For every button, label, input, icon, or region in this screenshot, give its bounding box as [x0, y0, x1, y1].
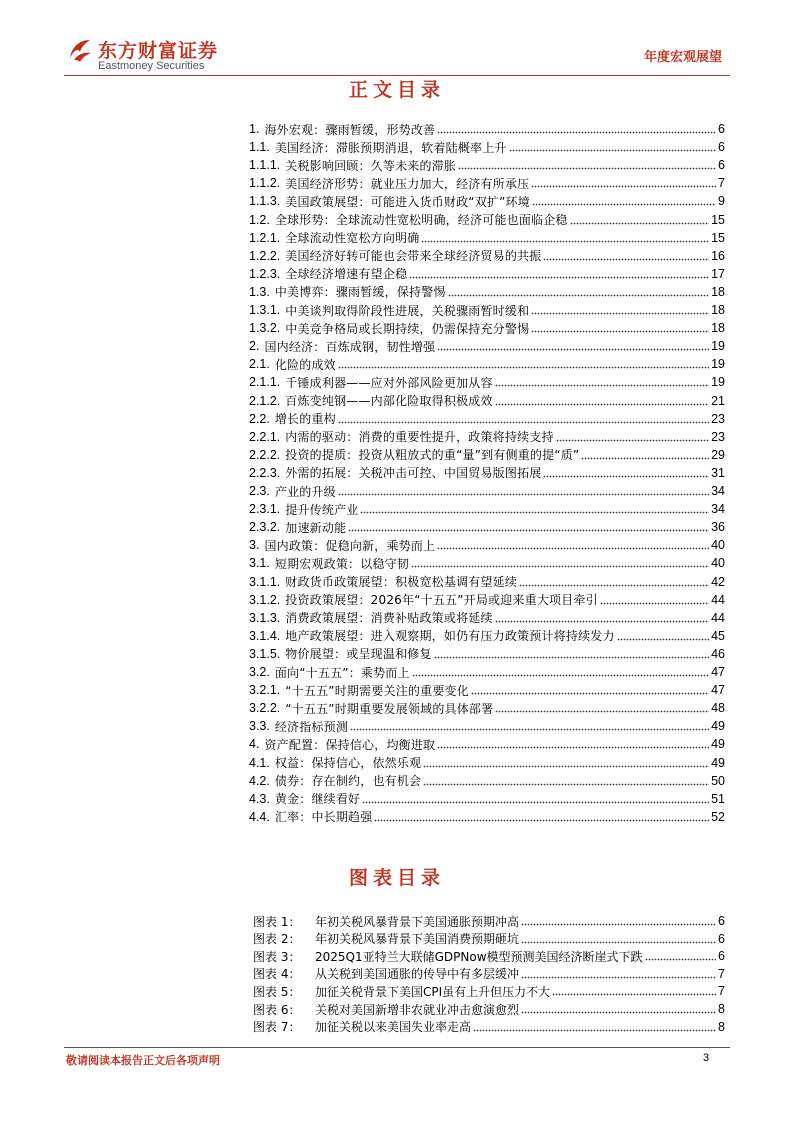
- toc-entry-title: 海外宏观：骤雨暂缓，形势改善: [264, 122, 436, 137]
- dot-leader: [362, 794, 709, 804]
- toc-entry-page: 45: [711, 628, 725, 643]
- toc-entry-number: 1.3.2.: [249, 321, 281, 336]
- dot-leader: [338, 414, 709, 424]
- figure-entry-label: 图表 3：: [253, 949, 301, 964]
- toc-entry[interactable]: [249, 138, 725, 156]
- figure-entry[interactable]: [253, 982, 725, 1000]
- figure-entry-label: 图表 7：: [253, 1020, 301, 1035]
- toc-entry-page: 51: [711, 791, 725, 806]
- dot-leader: [434, 649, 709, 659]
- toc-entry-title: 地产政策展望：进入观察期，如仍有压力政策预计将持续发力: [285, 629, 615, 644]
- report-type: 年度宏观展望: [643, 50, 722, 65]
- dot-leader: [509, 142, 716, 152]
- figure-entry[interactable]: [253, 1000, 725, 1018]
- figure-entry-title: 年初关税风暴背景下美国消费预期砸坑: [315, 932, 520, 947]
- toc-entry-number: 1.1.2.: [249, 176, 281, 191]
- toc-entry-page: 19: [711, 339, 725, 354]
- toc-entry-title: 加速新动能: [285, 520, 347, 535]
- toc-entry[interactable]: [249, 247, 725, 265]
- toc-entry-title: 投资的提质：投资从粗放式的重“量”到有侧重的提“质”: [285, 448, 580, 463]
- dot-leader: [411, 558, 709, 568]
- toc-entry-page: 9: [718, 194, 725, 209]
- dot-leader: [645, 951, 717, 961]
- toc-entry-number: 3.1.4.: [249, 628, 281, 643]
- dot-leader: [521, 916, 716, 926]
- toc-entry-title: 面向“十五五”：乘势而上: [274, 665, 410, 680]
- figure-entry-label: 图表 4：: [253, 967, 301, 982]
- toc-entry[interactable]: [249, 283, 725, 301]
- dot-leader: [437, 341, 709, 351]
- toc-entry-title: 外需的拓展：关税冲击可控、中国贸易版图拓展: [285, 466, 542, 481]
- dot-leader: [421, 233, 709, 243]
- figure-entry-title: 2025Q1亚特兰大联储GDPNow模型预测美国经济断崖式下跌: [315, 949, 643, 964]
- toc-entry-page: 46: [711, 646, 725, 661]
- toc-entry[interactable]: [249, 392, 725, 410]
- toc-entry-title: 权益：保持信心，依然乐观: [274, 756, 422, 770]
- figure-entry[interactable]: [253, 965, 725, 983]
- figure-entry-label: 图表 6：: [253, 1002, 301, 1017]
- toc-entry-number: 2.2.2.: [249, 447, 281, 462]
- toc-entry[interactable]: [249, 808, 725, 826]
- toc-entry-page: 6: [718, 140, 725, 155]
- toc-entry-page: 34: [711, 484, 725, 498]
- figure-entry-label: 图表 2：: [253, 932, 301, 947]
- toc-entry-number: 1.: [249, 122, 260, 136]
- toc-entry[interactable]: [249, 627, 725, 645]
- logo-english-name: Eastmoney Securities: [98, 60, 205, 72]
- toc-entry[interactable]: [249, 790, 725, 808]
- toc-entry-number: 1.1.1.: [249, 158, 281, 173]
- figure-entry-label: 图表 5：: [253, 984, 301, 999]
- toc-entry-number: 3.3.: [249, 719, 270, 734]
- toc-entry[interactable]: [249, 735, 725, 753]
- toc-entry[interactable]: [249, 554, 725, 572]
- toc-entry[interactable]: [249, 663, 725, 681]
- toc-entry-title: 国内政策：促稳向新，乘势而上: [264, 538, 436, 553]
- toc-entry-title: 产业的升级: [274, 484, 336, 499]
- dot-leader: [543, 468, 709, 478]
- toc-entry-title: 全球经济增速有望企稳: [285, 267, 408, 282]
- toc-entry[interactable]: [249, 174, 725, 192]
- toc-entry-number: 3.1.: [249, 556, 270, 571]
- toc-entry[interactable]: [249, 518, 725, 536]
- dot-leader: [350, 721, 709, 731]
- toc-entry-title: 中美谈判取得阶段性进展，关税骤雨暂时缓和: [285, 303, 530, 318]
- footer-divider: [64, 1047, 730, 1048]
- toc-entry-number: 2.3.1.: [249, 502, 281, 517]
- logo-chinese-name: 东方财富证券: [98, 40, 219, 62]
- toc-entry-number: 1.2.: [249, 212, 270, 227]
- toc-entry-page: 19: [711, 375, 725, 390]
- toc-entry-number: 2.3.2.: [249, 520, 281, 535]
- toc-heading: 正文目录: [348, 79, 445, 101]
- toc-entry-title: 中美博弈：骤雨暂缓，保持警惕: [274, 285, 446, 300]
- toc-entry[interactable]: [249, 645, 725, 663]
- figures-heading: 图表目录: [348, 867, 445, 889]
- company-logo: [66, 36, 236, 76]
- toc-entry-title: 提升传统产业: [285, 502, 359, 517]
- toc-entry-title: 财政货币政策展望：积极宽松基调有望延续: [285, 575, 518, 589]
- dot-leader: [471, 685, 709, 695]
- toc-entry[interactable]: [249, 373, 725, 391]
- dot-leader: [412, 667, 709, 677]
- toc-entry-number: 3.1.1.: [249, 574, 281, 589]
- toc-entry-title: 资产配置：保持信心，均衡进取: [264, 737, 436, 752]
- toc-entry[interactable]: [249, 772, 725, 790]
- dot-leader: [531, 178, 716, 188]
- dot-leader: [531, 305, 709, 315]
- toc-entry-title: 全球形势：全球流动性宽松明确，经济可能也面临企稳: [274, 213, 568, 227]
- toc-entry[interactable]: [249, 536, 725, 554]
- toc-entry-number: 2.2.1.: [249, 429, 281, 444]
- toc-entry-number: 3.: [249, 538, 260, 553]
- dot-leader: [556, 432, 709, 442]
- dot-leader: [360, 504, 709, 514]
- toc-entry-number: 1.2.2.: [249, 248, 281, 263]
- toc-entry-number: 1.2.1.: [249, 230, 281, 245]
- dot-leader: [581, 450, 709, 460]
- toc-entry-title: 中美竞争格局或长期持续，仍需保持充分警惕: [285, 321, 530, 336]
- toc-entry-page: 15: [711, 230, 725, 245]
- page-number: 3: [703, 1052, 710, 1064]
- toc-entry-title: 短期宏观政策：以稳守韧: [274, 556, 410, 571]
- toc-entry-title: 国内经济：百炼成钢，韧性增强: [264, 339, 436, 354]
- toc-entry-page: 40: [711, 556, 725, 571]
- dot-leader: [521, 969, 716, 979]
- toc-entry[interactable]: [249, 482, 725, 500]
- toc-entry-number: 1.3.1.: [249, 303, 281, 317]
- dot-leader: [519, 577, 709, 587]
- toc-entry-title: 投资政策展望：2026年“十五五”开局或迎来重大项目牵引: [285, 593, 598, 608]
- toc-entry[interactable]: [249, 754, 725, 772]
- toc-entry-title: “十五五”时期重要发展领域的具体部署: [285, 701, 494, 716]
- toc-entry[interactable]: [249, 410, 725, 428]
- figure-entry[interactable]: [253, 930, 725, 948]
- toc-entry[interactable]: [249, 211, 725, 229]
- toc-entry-page: 52: [711, 809, 725, 824]
- toc-entry-page: 44: [711, 610, 725, 625]
- toc-entry-page: 6: [718, 158, 725, 173]
- dot-leader: [338, 486, 709, 496]
- figure-entry-title: 从关税到美国通胀的传导中有多层缓冲: [315, 967, 520, 982]
- toc-entry-number: 4.2.: [249, 773, 270, 788]
- toc-entry-number: 1.1.: [249, 140, 270, 155]
- dot-leader: [437, 540, 709, 550]
- toc-entry[interactable]: [249, 591, 725, 609]
- toc-entry-number: 4.3.: [249, 791, 270, 806]
- dot-leader: [473, 1022, 716, 1032]
- figure-entry-page: 8: [718, 1019, 725, 1034]
- toc-entry-number: 2.3.: [249, 484, 270, 498]
- toc-entry-title: 化险的成效: [274, 357, 336, 372]
- toc-entry-page: 17: [711, 266, 725, 281]
- toc-entry[interactable]: [249, 319, 725, 337]
- toc-entry-page: 49: [711, 755, 725, 770]
- toc-entry[interactable]: [249, 464, 725, 482]
- dot-leader: [437, 124, 716, 134]
- toc-entry-title: 汇率：中长期趋强: [274, 810, 373, 825]
- figure-entry-title: 加征关税背景下美国CPI虽有上升但压力不大: [315, 984, 551, 999]
- dot-leader: [448, 287, 709, 297]
- toc-entry-title: 经济指标预测: [274, 719, 349, 734]
- toc-entry-page: 19: [711, 357, 725, 372]
- toc-entry-title: 美国经济：滞胀预期消退，软着陆概率上升: [274, 140, 507, 155]
- toc-entry-number: 2.1.1.: [249, 375, 281, 390]
- figure-entry[interactable]: [253, 947, 725, 965]
- toc-entry-number: 2.1.: [249, 357, 270, 372]
- dot-leader: [437, 739, 709, 749]
- toc-entry-page: 18: [711, 321, 725, 336]
- toc-entry-page: 7: [718, 176, 725, 191]
- toc-entry[interactable]: [249, 428, 725, 446]
- dot-leader: [570, 215, 709, 225]
- toc-entry-title: 消费政策展望：消费补贴政策或将延续: [285, 611, 493, 626]
- toc-entry-number: 2.2.: [249, 411, 270, 426]
- toc-entry-page: 44: [711, 592, 725, 607]
- toc-entry-number: 4.1.: [249, 755, 270, 770]
- figure-entry[interactable]: [253, 912, 725, 930]
- dot-leader: [338, 359, 709, 369]
- toc-entry-page: 48: [711, 701, 725, 716]
- figure-entry[interactable]: [253, 1018, 725, 1036]
- dot-leader: [409, 269, 709, 279]
- dot-leader: [521, 934, 716, 944]
- dot-leader: [617, 631, 709, 641]
- figure-entry-label: 图表 1：: [253, 914, 301, 929]
- toc-entry[interactable]: [249, 573, 725, 591]
- toc-entry-page: 15: [711, 212, 725, 227]
- dot-leader: [495, 377, 709, 387]
- toc-entry[interactable]: [249, 355, 725, 373]
- toc-entry[interactable]: [249, 265, 725, 283]
- toc-entry-page: 23: [711, 429, 725, 444]
- toc-entry-title: 内需的驱动：消费的重要性提升，政策将持续支持: [285, 430, 554, 445]
- dot-leader: [495, 703, 709, 713]
- toc-entry-page: 21: [711, 393, 725, 408]
- toc-entry-number: 3.1.5.: [249, 646, 281, 661]
- toc-entry-number: 1.1.3.: [249, 194, 281, 209]
- toc-entry[interactable]: [249, 609, 725, 627]
- toc-entry-title: 美国政策展望：可能进入货币财政“双扩”环境: [285, 194, 530, 209]
- toc-entry[interactable]: [249, 120, 725, 138]
- toc-entry-page: 49: [711, 737, 725, 752]
- toc-entry[interactable]: [249, 156, 725, 174]
- toc-entry-number: 2.: [249, 339, 260, 354]
- toc-entry-page: 18: [711, 303, 725, 317]
- toc-entry-title: 债券：存在制约，也有机会: [274, 774, 422, 789]
- toc-entry[interactable]: [249, 500, 725, 518]
- dot-leader: [532, 196, 716, 206]
- toc-entry-title: “十五五”时期需要关注的重要变化: [285, 683, 469, 698]
- dot-leader: [374, 812, 709, 822]
- figure-entry-page: 6: [718, 914, 725, 928]
- toc-entry-number: 4.4.: [249, 809, 270, 824]
- figure-entry-title: 年初关税风暴背景下美国通胀预期冲高: [315, 914, 520, 929]
- toc-entry-number: 3.2.1.: [249, 683, 281, 698]
- figure-entry-page: 7: [718, 966, 725, 981]
- toc-entry-number: 3.1.2.: [249, 592, 281, 607]
- toc-entry-title: 关税影响回顾：久等未来的滞胀: [285, 158, 457, 173]
- toc-entry[interactable]: [249, 229, 725, 247]
- toc-entry-title: 增长的重构: [274, 412, 336, 427]
- toc-entry-page: 50: [711, 773, 725, 788]
- toc-entry-page: 31: [711, 465, 725, 480]
- toc-entry-number: 1.2.3.: [249, 266, 281, 281]
- dot-leader: [495, 613, 709, 623]
- toc-entry[interactable]: [249, 446, 725, 464]
- toc-entry[interactable]: [249, 337, 725, 355]
- dot-leader: [531, 323, 709, 333]
- toc-entry-page: 23: [711, 411, 725, 426]
- toc-entry-page: 6: [718, 122, 725, 136]
- dot-leader: [423, 758, 709, 768]
- eastmoney-logo-icon: [66, 36, 94, 64]
- toc-entry-number: 2.2.3.: [249, 465, 281, 480]
- figure-entry-page: 7: [718, 984, 725, 999]
- toc-entry-title: 百炼变纯钢——内部化险取得积极成效: [285, 394, 493, 408]
- dot-leader: [495, 396, 709, 406]
- toc-entry-title: 物价展望：或呈现温和修复: [285, 647, 432, 662]
- toc-entry[interactable]: [249, 192, 725, 210]
- dot-leader: [458, 160, 716, 170]
- toc-entry-title: 黄金：继续看好: [274, 792, 361, 807]
- toc-entry-title: 美国经济形势：就业压力加大，经济有所承压: [285, 176, 530, 191]
- toc-entry-number: 3.2.2.: [249, 701, 281, 716]
- toc-entry-page: 49: [711, 719, 725, 734]
- figure-entry-title: 加征关税以来美国失业率走高: [315, 1020, 472, 1035]
- footer-disclaimer: 敬请阅读本报告正文后各项声明: [66, 1054, 220, 1067]
- toc-entry-number: 4.: [249, 737, 260, 752]
- dot-leader: [543, 251, 709, 261]
- dot-leader: [423, 776, 709, 786]
- figure-entry-title: 关税对美国新增非农就业冲击愈演愈烈: [315, 1002, 520, 1017]
- figure-entry-page: 6: [718, 949, 725, 964]
- toc-entry-page: 34: [711, 502, 725, 517]
- toc-entry[interactable]: [249, 681, 725, 699]
- toc-entry-number: 3.1.3.: [249, 610, 281, 625]
- toc-entry-page: 42: [711, 574, 725, 589]
- toc-entry[interactable]: [249, 301, 725, 319]
- toc-entry-number: 3.2.: [249, 665, 270, 679]
- toc-entry-page: 18: [711, 284, 725, 299]
- toc-entry-number: 2.1.2.: [249, 393, 281, 408]
- toc-entry-page: 16: [711, 248, 725, 263]
- toc-entry-page: 29: [711, 447, 725, 462]
- dot-leader: [348, 522, 709, 532]
- toc-entry-number: 1.3.: [249, 284, 270, 299]
- toc-entry-page: 40: [711, 538, 725, 553]
- toc-entry-page: 47: [711, 683, 725, 698]
- toc-entry-page: 47: [711, 665, 725, 679]
- toc-entry-title: 千锤成利器——应对外部风险更加从容: [285, 375, 493, 390]
- dot-leader: [552, 986, 716, 996]
- toc-entry-title: 美国经济好转可能也会带来全球经济贸易的共振: [285, 249, 542, 264]
- toc-entry-page: 36: [711, 520, 725, 535]
- figure-entry-page: 8: [718, 1002, 725, 1016]
- toc-entry-title: 全球流动性宽松方向明确: [285, 231, 420, 246]
- dot-leader: [600, 595, 709, 605]
- dot-leader: [521, 1004, 716, 1014]
- toc-entry[interactable]: [249, 699, 725, 717]
- toc-entry[interactable]: [249, 717, 725, 735]
- figure-entry-page: 6: [718, 931, 725, 946]
